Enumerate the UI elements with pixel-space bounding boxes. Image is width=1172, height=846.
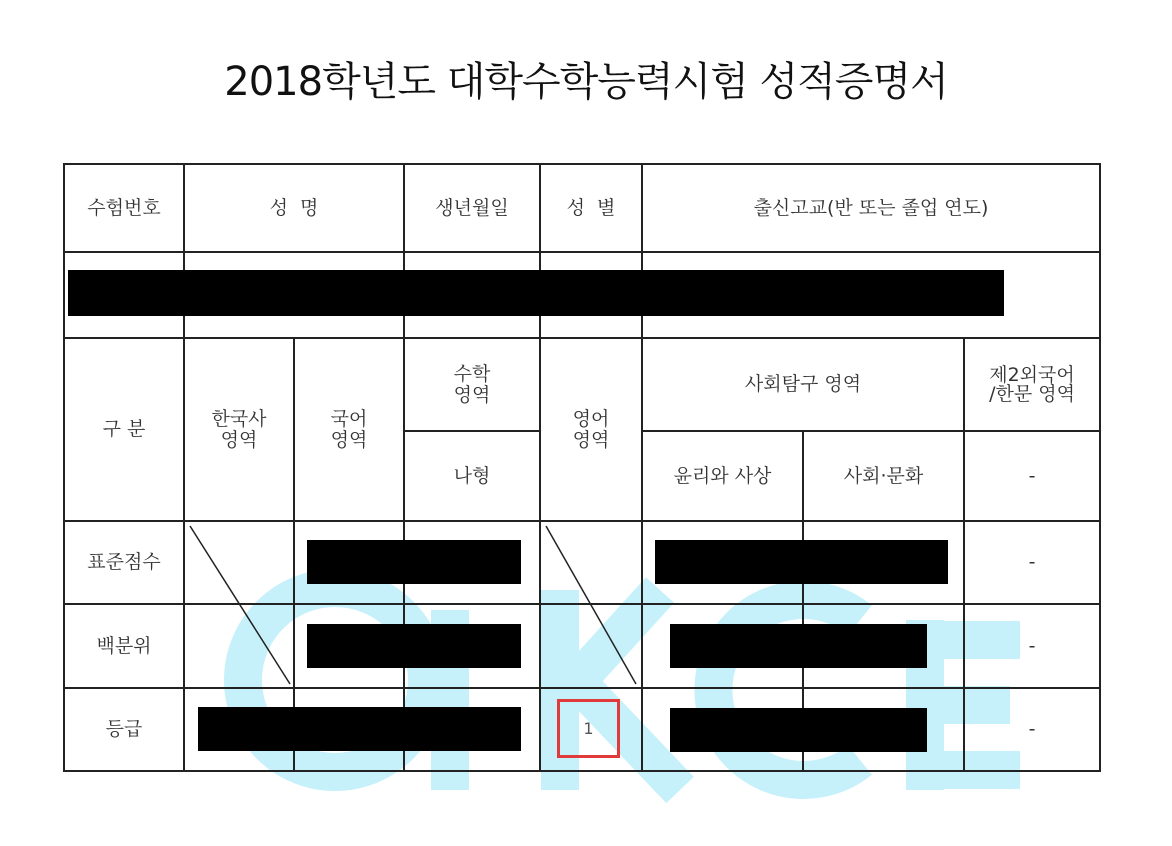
- category-label: 구 분: [102, 418, 146, 440]
- redacted-standard-social: [655, 540, 948, 584]
- second-language-percentile: -: [1028, 634, 1036, 657]
- subject-second-language-value: -: [1028, 464, 1036, 487]
- redacted-grade-history-korean-math: [198, 707, 521, 751]
- english-grade-highlight: [557, 699, 620, 758]
- header-gender: 성 별: [566, 196, 616, 219]
- subject-korean: 국어 영역: [330, 407, 368, 451]
- redacted-grade-social: [670, 708, 927, 752]
- subject-second-language: 제2외국어 /한문 영역: [989, 363, 1075, 405]
- header-high-school: 출신고교(반 또는 졸업 연도): [753, 196, 989, 219]
- redacted-percentile-social: [670, 624, 927, 668]
- subject-social-2: 사회·문화: [843, 464, 924, 487]
- row-standard-score: 표준점수: [87, 551, 161, 573]
- row-percentile: 백분위: [96, 634, 152, 657]
- subject-english: 영어 영역: [572, 407, 610, 451]
- header-name: 성 명: [269, 196, 319, 219]
- redacted-personal-info: [68, 270, 1004, 316]
- document-title: 2018학년도 대학수학능력시험 성적증명서: [224, 59, 948, 105]
- english-grade-value: 1: [583, 719, 594, 738]
- subject-math: 수학 영역: [453, 362, 491, 406]
- subject-social-studies: 사회탐구 영역: [744, 373, 862, 395]
- header-birth-date: 생년월일: [435, 196, 509, 219]
- redacted-standard-korean-math: [307, 540, 521, 584]
- subject-korean-history: 한국사 영역: [211, 407, 267, 451]
- row-grade: 등급: [105, 718, 143, 740]
- subject-social-1: 윤리와 사상: [673, 464, 772, 487]
- second-language-standard: -: [1028, 551, 1036, 573]
- redacted-percentile-korean-math: [307, 624, 521, 668]
- second-language-grade: -: [1028, 718, 1036, 740]
- subject-math-type: 나형: [453, 464, 491, 487]
- header-exam-number: 수험번호: [87, 196, 161, 219]
